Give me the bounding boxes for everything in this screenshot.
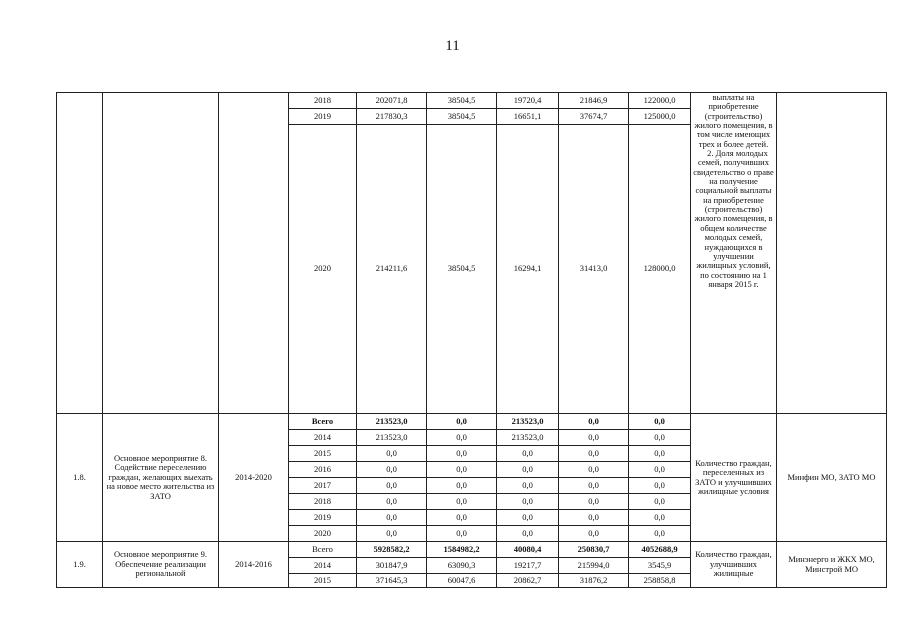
value-cell: 16294,1: [497, 125, 559, 414]
value-cell: 0,0: [497, 526, 559, 542]
table-row: [57, 414, 887, 430]
value-cell: 38504,5: [427, 93, 497, 109]
value-cell: 0,0: [629, 494, 691, 510]
total-cell: 371645,3: [357, 574, 427, 588]
executor-cell: Минфин МО, ЗАТО МО: [777, 414, 887, 542]
value-cell: 0,0: [629, 510, 691, 526]
year-cell: 2019: [289, 510, 357, 526]
year-cell: Всего: [289, 542, 357, 558]
num-cell: 1.9.: [57, 542, 103, 588]
total-cell: 0,0: [357, 462, 427, 478]
value-cell: 250830,7: [559, 542, 629, 558]
value-cell: 19217,7: [497, 558, 559, 574]
value-cell: 40080,4: [497, 542, 559, 558]
indicator-cell: [691, 93, 777, 414]
executor-cell: Минэнерго и ЖКХ МО, Минстрой МО: [777, 542, 887, 588]
value-cell: 0,0: [559, 414, 629, 430]
year-cell: 2015: [289, 446, 357, 462]
value-cell: 0,0: [427, 526, 497, 542]
measure-name-cell: Основное мероприятие 9. Обеспечение реализации региональной: [103, 542, 219, 588]
total-cell: 0,0: [357, 446, 427, 462]
value-cell: 31413,0: [559, 125, 629, 414]
value-cell: 0,0: [427, 446, 497, 462]
total-cell: 213523,0: [357, 430, 427, 446]
period-cell: 2014-2016: [219, 542, 289, 588]
total-cell: 0,0: [357, 526, 427, 542]
num-cell: 1.8.: [57, 414, 103, 542]
period-cell: [219, 93, 289, 414]
program-table: [56, 92, 887, 588]
value-cell: 0,0: [427, 414, 497, 430]
value-cell: 258858,8: [629, 574, 691, 588]
value-cell: 128000,0: [629, 125, 691, 414]
value-cell: 0,0: [559, 478, 629, 494]
measure-name-cell: [103, 93, 219, 414]
year-cell: 2014: [289, 558, 357, 574]
value-cell: 1584982,2: [427, 542, 497, 558]
year-cell: 2019: [289, 109, 357, 125]
value-cell: 0,0: [629, 462, 691, 478]
year-cell: 2020: [289, 125, 357, 414]
value-cell: 0,0: [427, 430, 497, 446]
value-cell: 3545,9: [629, 558, 691, 574]
year-cell: 2018: [289, 494, 357, 510]
value-cell: 0,0: [559, 462, 629, 478]
value-cell: 0,0: [559, 430, 629, 446]
year-cell: 2016: [289, 462, 357, 478]
year-cell: 2017: [289, 478, 357, 494]
indicator-cell: Количество граждан, переселенных из ЗАТО и улучшивших жилищные условия: [691, 414, 777, 542]
total-cell: 0,0: [357, 494, 427, 510]
value-cell: 0,0: [559, 526, 629, 542]
value-cell: 0,0: [629, 414, 691, 430]
value-cell: 0,0: [559, 510, 629, 526]
total-cell: 217830,3: [357, 109, 427, 125]
value-cell: 63090,3: [427, 558, 497, 574]
total-cell: 202071,8: [357, 93, 427, 109]
value-cell: 125000,0: [629, 109, 691, 125]
indicator-cell: Количество граждан, улучшивших жилищные: [691, 542, 777, 588]
total-cell: 5928582,2: [357, 542, 427, 558]
indicator-text-2: 2. Доля молодых семей, получивших свидетельство о праве на получение социальной выплаты на приобретение (строительство) жилого помещения, в общем количестве молодых семей, нуждающихся в улучшении жилищных условий, по состоянию на 1 января 2015 г.: [693, 148, 774, 289]
year-cell: 2018: [289, 93, 357, 109]
value-cell: 213523,0: [497, 430, 559, 446]
total-cell: 301847,9: [357, 558, 427, 574]
value-cell: 37674,7: [559, 109, 629, 125]
value-cell: 0,0: [427, 478, 497, 494]
value-cell: 0,0: [427, 494, 497, 510]
period-cell: 2014-2020: [219, 414, 289, 542]
year-cell: 2020: [289, 526, 357, 542]
total-cell: 0,0: [357, 478, 427, 494]
value-cell: 20862,7: [497, 574, 559, 588]
value-cell: 19720,4: [497, 93, 559, 109]
table-row: [57, 542, 887, 558]
executor-cell: [777, 93, 887, 414]
value-cell: 0,0: [629, 526, 691, 542]
value-cell: 0,0: [427, 462, 497, 478]
value-cell: 0,0: [559, 494, 629, 510]
value-cell: 0,0: [497, 494, 559, 510]
value-cell: 0,0: [497, 462, 559, 478]
total-cell: 0,0: [357, 510, 427, 526]
value-cell: 60047,6: [427, 574, 497, 588]
total-cell: 213523,0: [357, 414, 427, 430]
value-cell: 0,0: [559, 446, 629, 462]
value-cell: 0,0: [427, 510, 497, 526]
value-cell: 213523,0: [497, 414, 559, 430]
total-cell: 214211,6: [357, 125, 427, 414]
value-cell: 16651,1: [497, 109, 559, 125]
year-cell: 2015: [289, 574, 357, 588]
indicator-text: выплаты на приобретение (строительство) жилого помещения, в том числе имеющих трех и более детей.: [694, 92, 773, 149]
value-cell: 0,0: [497, 510, 559, 526]
value-cell: 0,0: [497, 446, 559, 462]
year-cell: 2014: [289, 430, 357, 446]
value-cell: 38504,5: [427, 109, 497, 125]
value-cell: 21846,9: [559, 93, 629, 109]
year-cell: Всего: [289, 414, 357, 430]
value-cell: 0,0: [497, 478, 559, 494]
value-cell: 0,0: [629, 446, 691, 462]
num-cell: [57, 93, 103, 414]
value-cell: 215994,0: [559, 558, 629, 574]
value-cell: 38504,5: [427, 125, 497, 414]
value-cell: 0,0: [629, 478, 691, 494]
table-row: [57, 93, 887, 109]
page-number: 11: [445, 38, 460, 54]
measure-name-cell: Основное мероприятие 8. Содействие переселению граждан, желающих выехать на новое место жительства из ЗАТО: [103, 414, 219, 542]
value-cell: 31876,2: [559, 574, 629, 588]
value-cell: 0,0: [629, 430, 691, 446]
value-cell: 122000,0: [629, 93, 691, 109]
value-cell: 4052688,9: [629, 542, 691, 558]
